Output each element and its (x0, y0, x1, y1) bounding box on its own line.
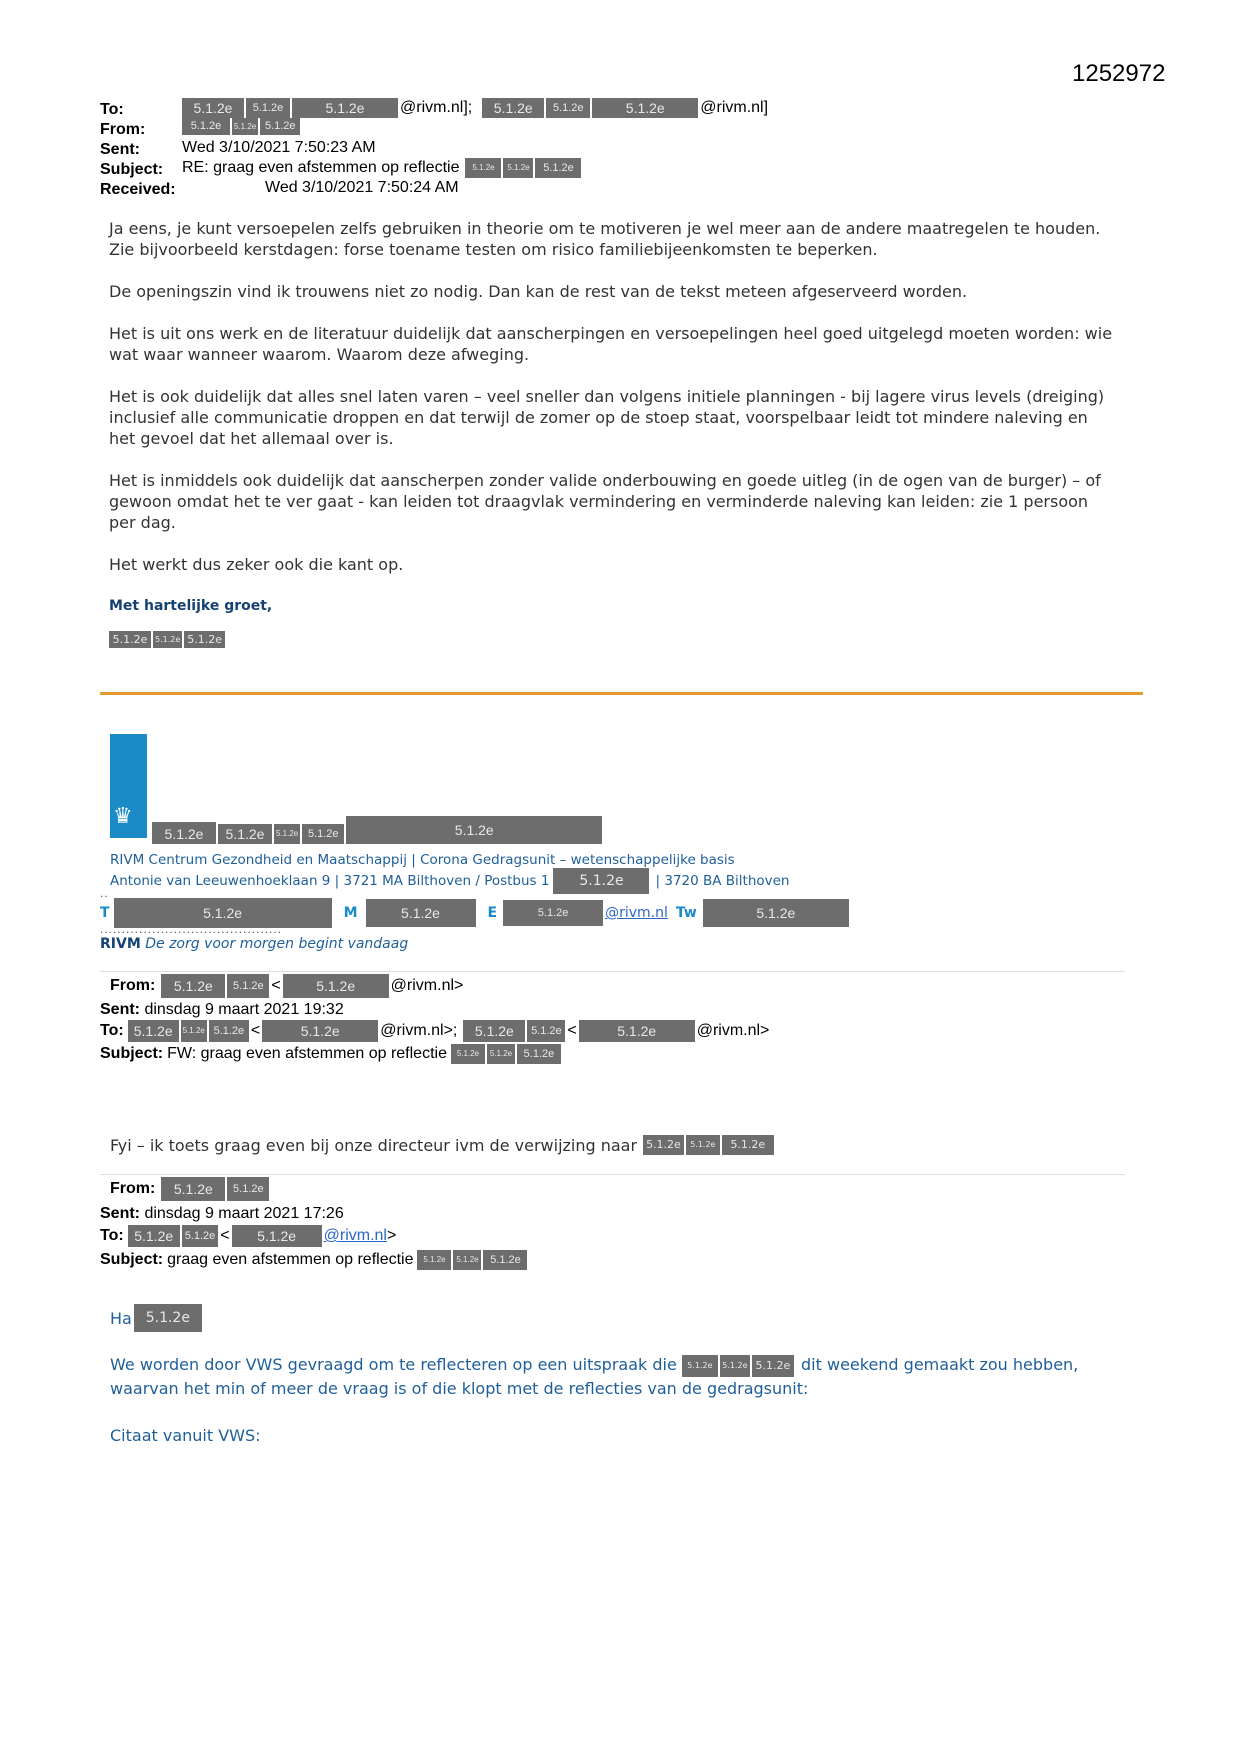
sent-label: Sent: (100, 141, 140, 158)
redaction: 5.1.2e (182, 118, 230, 135)
redaction: 5.1.2e (703, 899, 849, 927)
fwd2-from (110, 1177, 271, 1201)
redaction: 5.1.2e (227, 974, 269, 998)
document-id: 1252972 (1072, 60, 1166, 87)
email-body (109, 218, 1119, 648)
redaction: 5.1.2e (553, 868, 649, 894)
redaction: 5.1.2e (752, 1355, 794, 1377)
subject-label: Subject: (100, 1251, 164, 1268)
from-label: From: (110, 1180, 156, 1197)
from-value (182, 118, 302, 135)
body-paragraph: Het is uit ons werk en de literatuur duidelijk dat aanscherpingen en versoepelingen heel goed uitgelegd moeten worden: wie wat waar wanneer waarom. Waarom deze afweging. (109, 324, 1113, 364)
redaction: 5.1.2e (503, 158, 533, 178)
body-text: Fyi – ik toets graag even bij onze directeur ivm de verwijzing naar (110, 1135, 638, 1155)
redaction: 5.1.2e (260, 118, 300, 135)
redaction: 5.1.2e (227, 1177, 269, 1201)
redaction: 5.1.2e (535, 158, 581, 178)
fwd2-greeting (110, 1304, 204, 1332)
redaction: 5.1.2e (346, 816, 602, 844)
redaction: 5.1.2e (366, 899, 476, 927)
redaction: 5.1.2e (487, 1044, 515, 1064)
redaction: 5.1.2e (274, 824, 300, 844)
org-line: RIVM Centrum Gezondheid en Maatschappij | Corona Gedragsunit – wetenschappelijke basis (110, 852, 735, 868)
sent-label: Sent: (100, 1205, 140, 1222)
redaction: 5.1.2e (246, 98, 290, 118)
mobile-label: M (343, 905, 358, 921)
redaction: 5.1.2e (292, 98, 398, 118)
email-link[interactable]: @rivm.nl (323, 1227, 387, 1244)
redaction: 5.1.2e (453, 1250, 481, 1270)
redaction: 5.1.2e (161, 974, 225, 998)
dotted-separator: .......................................... (100, 922, 283, 936)
redaction: 5.1.2e (134, 1304, 202, 1332)
redaction: 5.1.2e (546, 98, 590, 118)
redaction: 5.1.2e (302, 824, 344, 844)
greet-text: Ha (110, 1308, 132, 1328)
received-label: Received: (100, 181, 176, 198)
quote-label: Citaat vanuit VWS: (110, 1426, 261, 1445)
redaction: 5.1.2e (184, 631, 225, 648)
email-header (100, 98, 1140, 198)
redaction: 5.1.2e (182, 1225, 219, 1247)
email-link[interactable]: @rivm.nl (605, 905, 668, 921)
body-paragraph: Het werkt dus zeker ook die kant op. (109, 555, 404, 574)
from-label: From: (110, 977, 156, 994)
redaction: 5.1.2e (417, 1250, 451, 1270)
sent-value: Wed 3/10/2021 7:50:23 AM (182, 139, 376, 156)
tagline (100, 936, 408, 952)
body-text: dit weekend gemaakt zou hebben, waarvan het min of meer de vraag is of die klopt met de reflecties van de gedragsunit: (110, 1355, 1079, 1398)
address-part: | 3720 BA Bilthoven (655, 873, 790, 889)
redaction: 5.1.2e (181, 1020, 207, 1042)
redaction: 5.1.2e (579, 1020, 695, 1042)
redaction: 5.1.2e (128, 1020, 179, 1042)
email-suffix: @rivm.nl]; (400, 99, 473, 116)
sent-value: dinsdag 9 maart 2021 17:26 (144, 1205, 344, 1222)
address-line (110, 868, 789, 894)
separator (100, 1174, 1125, 1175)
from-label: From: (100, 121, 146, 138)
body-paragraph: Het is inmiddels ook duidelijk dat aanscherpen zonder valide onderbouwing en goede uitleg (in de ogen van de burger) – of gewoon omdat het te ver gaat - kan leiden tot draagvlak vermindering en verminderde naleving kan leiden: zie 1 persoon per dag. (109, 471, 1101, 532)
redaction: 5.1.2e (465, 158, 501, 178)
fwd1-body (110, 1135, 776, 1155)
redaction: 5.1.2e (262, 1020, 378, 1042)
sent-value: dinsdag 9 maart 2021 19:32 (144, 1001, 344, 1018)
email-label: E (487, 905, 498, 921)
redaction: 5.1.2e (218, 824, 272, 844)
redaction: 5.1.2e (209, 1020, 249, 1042)
subject-text: RE: graag even afstemmen op reflectie (182, 159, 460, 176)
email-suffix: @rivm.nl> (390, 977, 464, 994)
redaction: 5.1.2e (283, 974, 389, 998)
redaction: 5.1.2e (517, 1044, 561, 1064)
redaction: 5.1.2e (182, 98, 244, 118)
twitter-label: Tw (675, 905, 697, 921)
address-part: Antonie van Leeuwenhoeklaan 9 | 3721 MA Bilthoven / Postbus 1 (110, 873, 550, 889)
fwd2-body (110, 1353, 1130, 1400)
dotted-separator: .. (100, 886, 109, 900)
fwd1-subject (100, 1044, 563, 1064)
redaction: 5.1.2e (483, 1250, 527, 1270)
redaction: 5.1.2e (128, 1225, 180, 1247)
to-label: To: (100, 1022, 124, 1039)
crown-icon: ♛ (113, 803, 133, 828)
sender-name (109, 631, 1119, 648)
redaction: 5.1.2e (686, 1135, 720, 1155)
redaction: 5.1.2e (720, 1355, 750, 1377)
phone-label: T (100, 905, 110, 921)
redaction: 5.1.2e (527, 1020, 565, 1042)
signature-name (152, 816, 604, 844)
fwd2-subject (100, 1250, 529, 1270)
body-paragraph: Het is ook duidelijk dat alles snel laten varen – veel sneller dan volgens initiele planningen - bij lagere virus levels (dreiging) inclusief alle communicatie droppen en dat terwijl de zomer op de stoep staat, voorspelbaar leidt tot mindere naleving en het gevoel dat het allemaal over is. (109, 387, 1105, 448)
fwd2-sent (100, 1204, 344, 1224)
divider-line (100, 692, 1143, 695)
fwd1-sent (100, 1000, 344, 1020)
subject-value: graag even afstemmen op reflectie (167, 1251, 414, 1268)
redaction: 5.1.2e (114, 898, 332, 928)
redaction: 5.1.2e (722, 1135, 774, 1155)
redaction: 5.1.2e (503, 900, 603, 926)
fwd2-to: To: 5.1.2e 5.1.2e < 5.1.2e @rivm.nl > (100, 1225, 396, 1247)
redaction: 5.1.2e (682, 1355, 718, 1377)
redaction: 5.1.2e (152, 822, 216, 844)
redaction: 5.1.2e (592, 98, 698, 118)
email-suffix: @rivm.nl] (700, 99, 769, 116)
redaction: 5.1.2e (482, 98, 544, 118)
subject-label: Subject: (100, 161, 164, 178)
redaction: 5.1.2e (232, 1225, 322, 1247)
to-label: To: (100, 101, 124, 118)
redaction: 5.1.2e (451, 1044, 485, 1064)
redaction: 5.1.2e (161, 1177, 225, 1201)
fwd1-to: To: 5.1.2e 5.1.2e 5.1.2e < 5.1.2e @rivm.nl>; 5.1.2e 5.1.2e < 5.1.2e @rivm.nl> (100, 1020, 769, 1042)
body-paragraph: Ja eens, je kunt versoepelen zelfs gebruiken in theorie om te motiveren je wel meer aan de andere maatregelen te houden. Zie bijvoorbeeld kerstdagen: forse toename testen om risico familiebijeenkomsten te beperken. (109, 219, 1101, 259)
to-label: To: (100, 1227, 124, 1244)
received-value: Wed 3/10/2021 7:50:24 AM (265, 179, 459, 196)
subject-label: Subject: (100, 1045, 164, 1062)
email-suffix: @rivm.nl> (696, 1022, 770, 1039)
greeting: Met hartelijke groet, (109, 598, 273, 614)
to-value (182, 98, 768, 118)
redaction: 5.1.2e (463, 1020, 525, 1042)
body-paragraph: De openingszin vind ik trouwens niet zo nodig. Dan kan de rest van de tekst meteen afgeserveerd worden. (109, 282, 968, 301)
subject-value (182, 158, 583, 178)
fwd1-from: From: 5.1.2e 5.1.2e < 5.1.2e @rivm.nl> (110, 974, 463, 998)
tagline-text: De zorg voor morgen begint vandaag (145, 936, 409, 952)
redaction: 5.1.2e (643, 1135, 684, 1155)
redaction: 5.1.2e (232, 118, 258, 135)
redaction: 5.1.2e (153, 631, 182, 648)
sent-label: Sent: (100, 1001, 140, 1018)
email-suffix: @rivm.nl>; (380, 1022, 458, 1039)
body-text: We worden door VWS gevraagd om te reflecteren op een uitspraak die (110, 1355, 677, 1374)
redaction: 5.1.2e (109, 631, 151, 648)
subject-value: FW: graag even afstemmen op reflectie (167, 1045, 447, 1062)
separator (100, 971, 1125, 972)
tagline-rivm: RIVM (100, 936, 141, 952)
